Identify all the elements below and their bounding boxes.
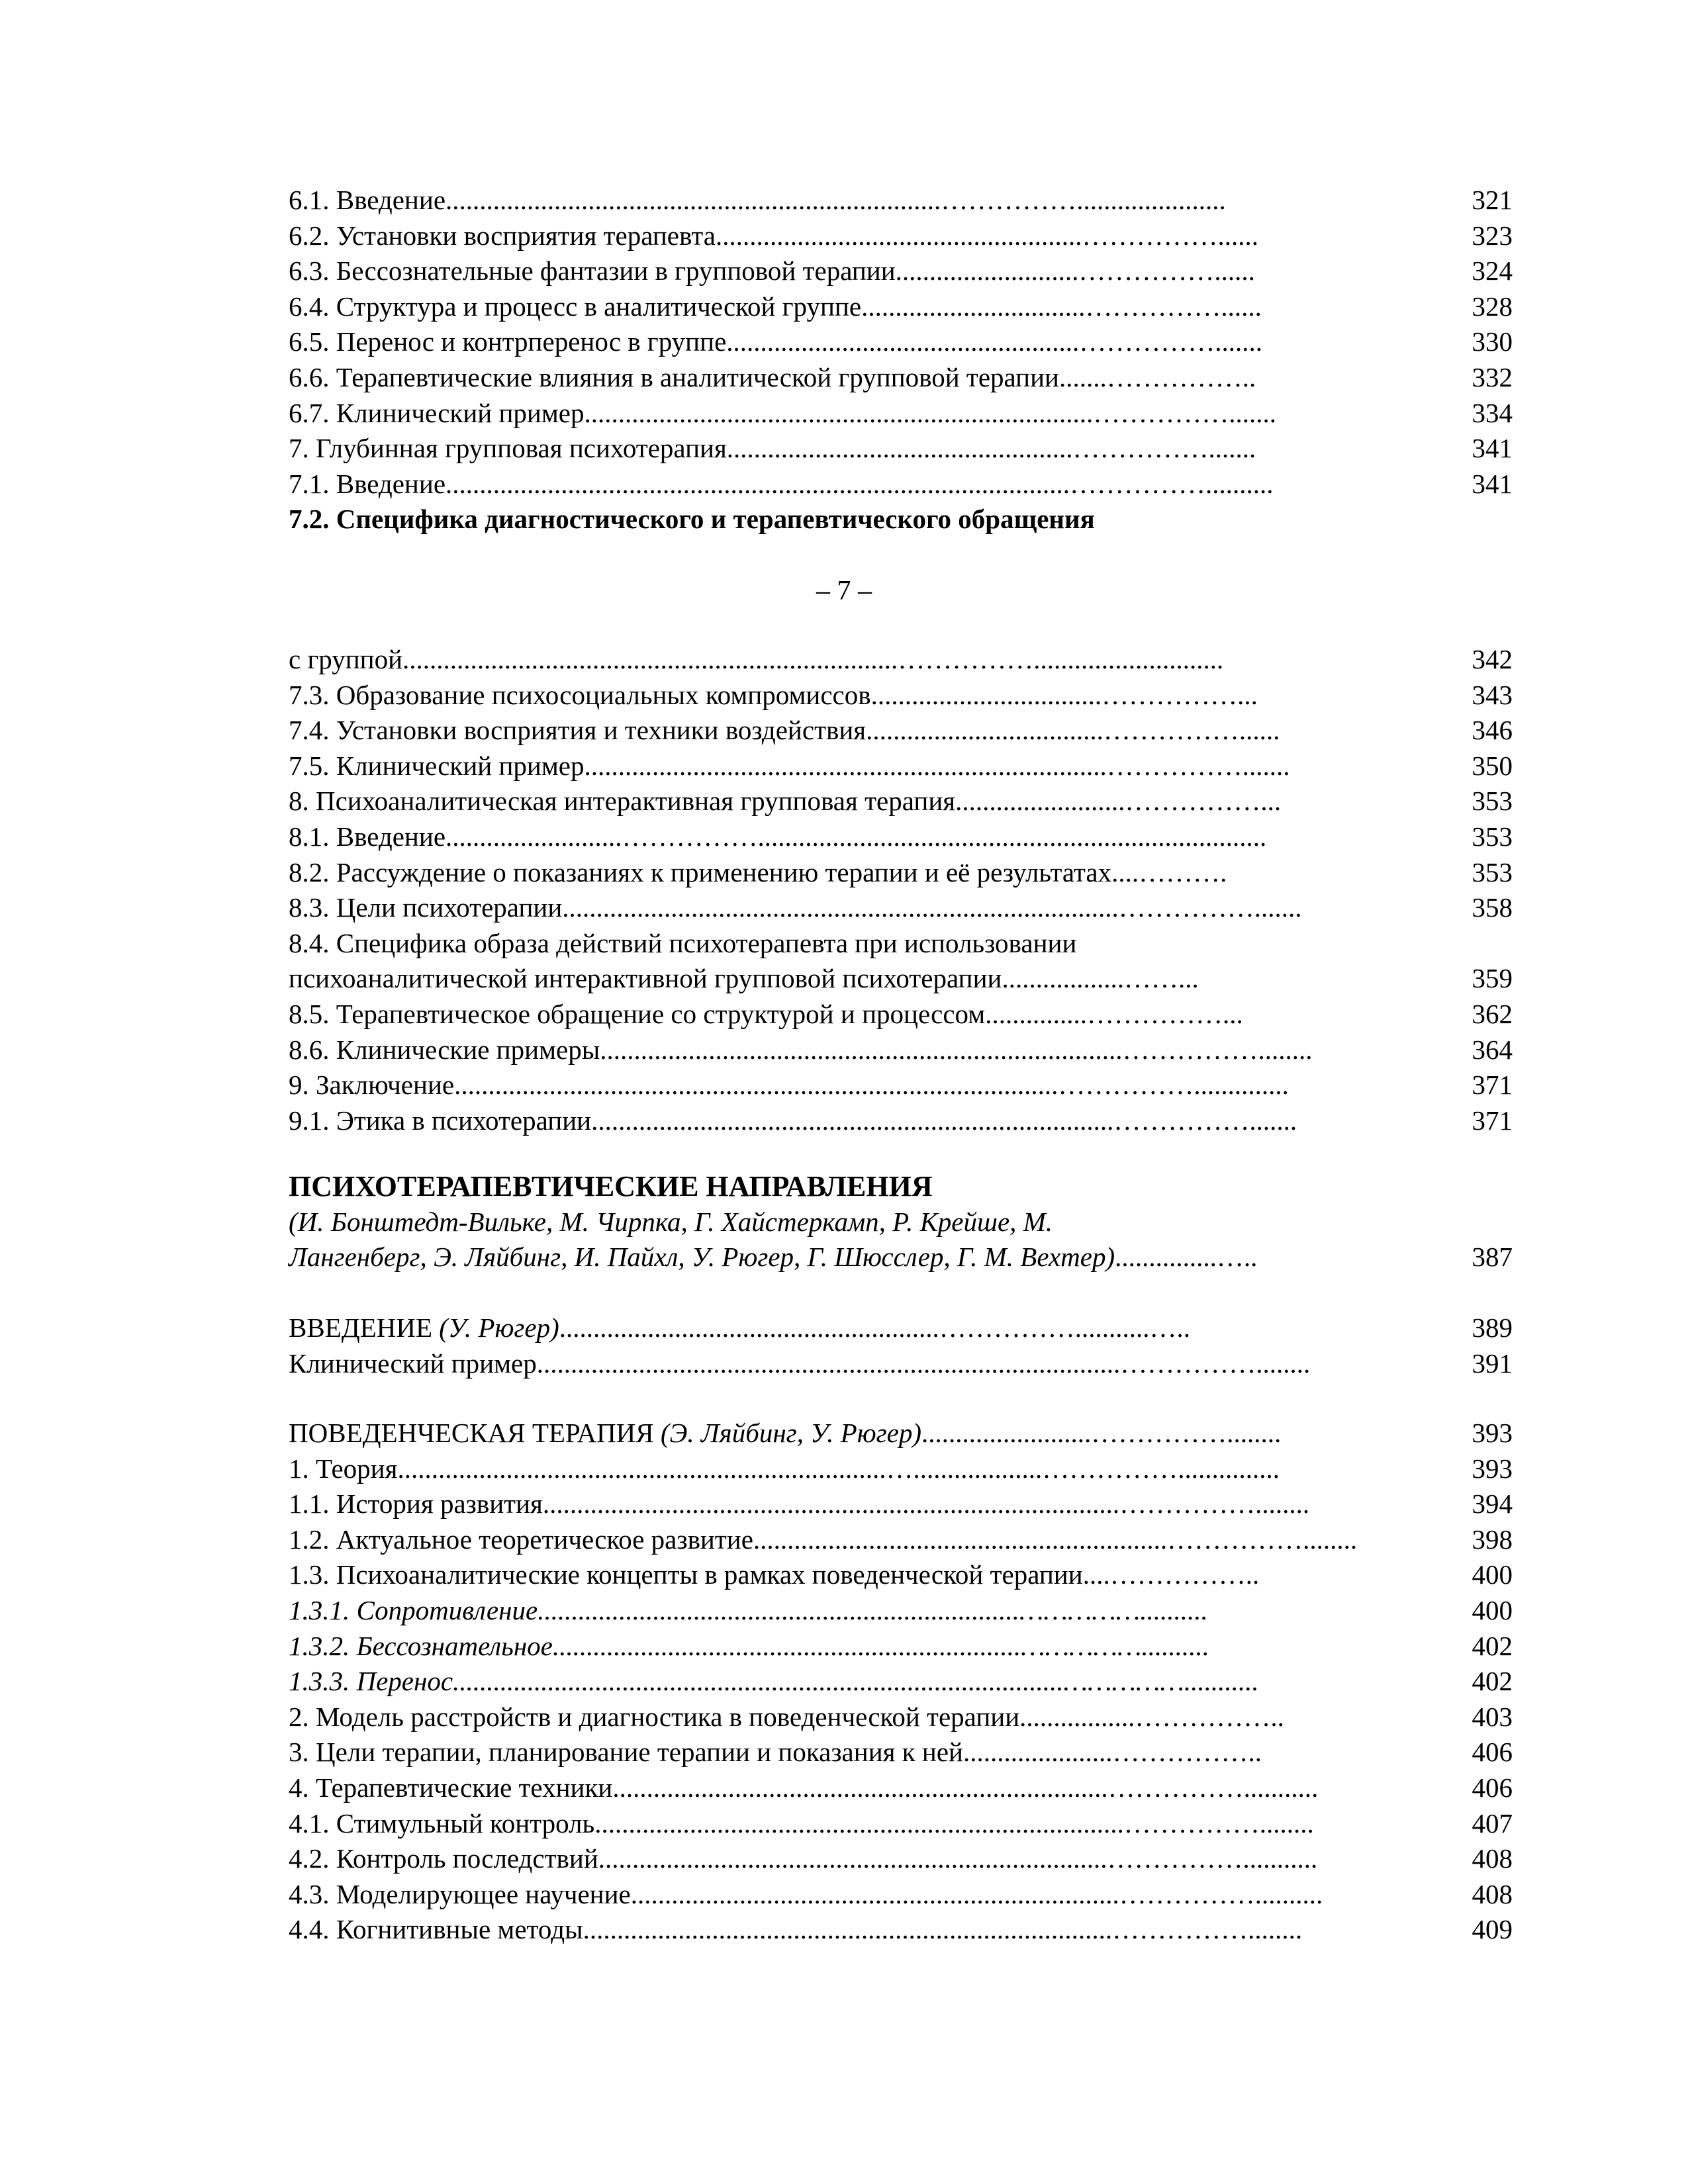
toc-entry[interactable] [289,1629,1513,1664]
toc-entry[interactable] [289,1912,1513,1948]
toc-entry-page: 409 [1472,1914,1513,1945]
toc-entry-page: 358 [1472,892,1513,923]
toc-entry-title: 4.2. Контроль последствий...........................................................................……………........... [289,1843,1318,1874]
toc-entry-page: 393 [1472,1418,1513,1448]
toc-entry-title: 8.2. Рассуждение о показаниях к применению терапии и её результатах....………. [289,856,1227,887]
toc-entry-title: 7. Глубинная групповая психотерапия...................................................……………....... [289,433,1256,464]
toc-entry-title: 3. Цели терапии, планирование терапии и показания к ней......................…………….. [289,1737,1262,1768]
toc-entry-page: 371 [1472,1069,1513,1101]
toc-entry[interactable] [289,360,1513,396]
intro-block [289,1310,1513,1381]
toc-entry-title: 4.4. Когнитивные методы..............................................................................……………........ [289,1914,1303,1945]
toc-entry-page: 398 [1472,1524,1513,1555]
toc-entry-dots: .........................……………........ [921,1418,1282,1448]
toc-entry-title: 1.2. Актуальное теоретическое развитие.............................................................……………........ [289,1524,1358,1555]
toc-entry[interactable] [289,713,1513,749]
toc-entry-title: 6.4. Структура и процесс в аналитической группе.................................……………...... [289,291,1262,322]
toc-entry-dots: ........................................................……………...........….. [559,1312,1190,1343]
toc-entry[interactable] [289,1806,1513,1842]
toc-entry-title: 8.6. Клинические примеры.............................................................................……………........ [289,1034,1313,1065]
toc-entry-title: 6.2. Установки восприятия терапевта......................................................……………...... [289,220,1258,251]
toc-entry-title: 1.3.1. Сопротивление.......................................................................…………….......... [289,1594,1208,1625]
toc-entry-title: 4. Терапевтические техники.........................................................................……………........... [289,1772,1319,1803]
toc-entry[interactable] [289,324,1513,360]
toc-entry-title: 4.3. Моделирующее научение........................................................................…………….......... [289,1878,1323,1909]
toc-entry[interactable] [289,502,1513,537]
toc-entry-title: 7.5. Клинический пример.............................................................................……………....... [289,750,1290,781]
toc-entry-title: 7.3. Образование психосоциальных компромиссов..................................……………... [289,679,1258,710]
toc-entry-page: 353 [1472,856,1513,887]
section-authors-text: (И. Бонштедт-Вильке, М. Чирпка, Г. Хайстеркамп, Р. Крейше, М. [289,1206,1053,1237]
toc-entry[interactable] [289,1735,1513,1770]
toc-entry-page: 323 [1472,220,1513,251]
toc-entry-authors: (Э. Ляйбинг, У. Рюгер) [660,1418,921,1448]
toc-entry[interactable] [289,926,1513,962]
toc-entry[interactable] [289,1310,1513,1346]
toc-entry[interactable] [289,961,1513,997]
toc-entry[interactable] [289,1700,1513,1735]
section-block [289,1169,1513,1275]
toc-entry[interactable] [289,1451,1513,1487]
toc-entry[interactable] [289,784,1513,819]
toc-entry-title: 2. Модель расстройств и диагностика в поведенческой терапии.................…………….. [289,1701,1284,1732]
toc-entry-title: психоаналитической интерактивной групповой психотерапии..................……... [289,963,1199,994]
section-authors-line-1 [289,1205,1513,1240]
toc-entry-title: 7.4. Установки восприятия и техники воздействия...................................……………...... [289,715,1280,746]
section-authors-line-2[interactable] [289,1240,1513,1275]
toc-entry[interactable] [289,749,1513,784]
toc-entry-title: 1.3. Психоаналитические концепты в рамках поведенческой терапии....…………….. [289,1559,1260,1590]
toc-entry-title: 8.5. Терапевтическое обращение со структурой и процессом...............……………... [289,998,1243,1029]
toc-entry-title [289,1310,1190,1346]
toc-entry[interactable] [289,1103,1513,1139]
toc-entry[interactable] [289,855,1513,891]
toc-entry-title: 9. Заключение.........................................................................................…………….............. [289,1069,1289,1101]
toc-entry-page: 402 [1472,1666,1513,1697]
toc-entry-page: 408 [1472,1843,1513,1874]
toc-entry[interactable] [289,289,1513,325]
section-authors-text [289,1240,1257,1275]
toc-entry-title [289,1416,1281,1451]
toc-entry[interactable] [289,431,1513,467]
toc-entry-page: 371 [1472,1105,1513,1136]
toc-entry-page: 362 [1472,998,1513,1029]
toc-entry[interactable] [289,1032,1513,1068]
toc-entry-title: 6.1. Введение.........................................................................……………...................... [289,185,1226,215]
toc-entry-page: 343 [1472,679,1513,710]
toc-entry[interactable] [289,467,1513,502]
toc-entry[interactable] [289,218,1513,254]
toc-entry-page: 359 [1472,963,1513,994]
toc-entry[interactable] [289,1770,1513,1806]
toc-entry[interactable] [289,642,1513,678]
toc-entry-page: 400 [1472,1559,1513,1590]
section-authors-names: Лангенберг, Э. Ляйбинг, И. Пайхл, У. Рюгер, Г. Шюсслер, Г. М. Вехтер) [289,1242,1115,1273]
toc-entry[interactable] [289,253,1513,289]
toc-entry-title: 1. Теория........................................................................…...................……………............... [289,1453,1280,1484]
toc-entry[interactable] [289,1416,1513,1451]
toc-entry-page: 389 [1472,1312,1513,1343]
toc-entry-title: 8.1. Введение..........................……………........................................................................... [289,821,1267,852]
toc-entry-title: 6.3. Бессознательные фантазии в групповой терапии...........................……………...... [289,255,1255,287]
toc-entry-title: 6.7. Клинический пример...........................................................................……………....... [289,397,1276,428]
toc-entry[interactable] [289,1841,1513,1877]
toc-entry-prefix: ПОВЕДЕНЧЕСКАЯ ТЕРАПИЯ [289,1418,661,1448]
section-title-text: ПСИХОТЕРАПЕВТИЧЕСКИЕ НАПРАВЛЕНИЯ [289,1170,933,1203]
toc-entry-page: 387 [1472,1242,1513,1273]
toc-entry[interactable] [289,890,1513,926]
page-number: – 7 – [816,576,872,606]
toc-block-2 [289,642,1513,1138]
toc-entry-page: 400 [1472,1594,1513,1625]
toc-entry[interactable] [289,396,1513,432]
toc-entry[interactable] [289,1557,1513,1593]
toc-entry-page: 406 [1472,1737,1513,1768]
toc-entry-page: 350 [1472,750,1513,781]
toc-entry-page: 342 [1472,644,1513,674]
toc-entry-page: 393 [1472,1453,1513,1484]
toc-entry-page: 353 [1472,786,1513,817]
toc-block-1 [289,183,1513,537]
toc-entry-authors: (У. Рюгер) [439,1312,559,1343]
toc-entry[interactable] [289,678,1513,713]
toc-entry-title: с группой.........................................................................……………............................ [289,644,1224,674]
toc-entry[interactable] [289,1877,1513,1913]
toc-entry-title: 7.2. Специфика диагностического и терапевтического обращения [289,504,1095,535]
toc-entry-page: 391 [1472,1347,1513,1379]
toc-entry-page: 321 [1472,185,1513,215]
toc-entry-page: 394 [1472,1488,1513,1520]
toc-entry-page: 341 [1472,468,1513,499]
toc-entry-title: 7.1. Введение............................................................................................…………….......... [289,468,1274,499]
toc-entry-title: 1.3.3. Перенос..........................................................................................……………........... [289,1666,1259,1697]
toc-entry[interactable] [289,1522,1513,1558]
toc-entry-page: 408 [1472,1878,1513,1909]
toc-entry-title: 8.3. Цели психотерапии..................................................................................……………....... [289,892,1302,923]
toc-entry-page: 406 [1472,1772,1513,1803]
toc-entry-title: 8.4. Специфика образа действий психотерапевта при использовании [289,927,1077,958]
toc-entry[interactable] [289,183,1513,218]
toc-entry-page: 332 [1472,361,1513,392]
toc-entry-title: 1.1. История развития.....................................................................................……………........ [289,1488,1310,1520]
toc-entry[interactable] [289,997,1513,1032]
toc-entry[interactable] [289,1593,1513,1629]
toc-entry[interactable] [289,1486,1513,1522]
toc-entry[interactable] [289,1068,1513,1103]
toc-entry-page: 341 [1472,433,1513,464]
section-authors-dots: ...............….. [1115,1242,1258,1273]
toc-entry-page: 330 [1472,326,1513,357]
toc-entry-title: 1.3.2. Бессознательное.....................................................................…………….......... [289,1630,1209,1661]
toc-entry-page: 334 [1472,397,1513,428]
toc-entry-page: 402 [1472,1630,1513,1661]
toc-entry-title: 9.1. Этика в психотерапии.............................................................................……………....... [289,1105,1297,1136]
toc-block-3 [289,1451,1513,1948]
toc-entry-prefix: ВВЕДЕНИЕ [289,1312,440,1343]
toc-entry-page: 407 [1472,1807,1513,1839]
toc-entry-page: 328 [1472,291,1513,322]
toc-entry-page: 403 [1472,1701,1513,1732]
toc-entry-page: 364 [1472,1034,1513,1065]
toc-entry-title: 6.5. Перенос и контрперенос в группе....................................................……………....... [289,326,1263,357]
toc-entry[interactable] [289,1346,1513,1382]
toc-entry[interactable] [289,819,1513,855]
toc-entry-page: 346 [1472,715,1513,746]
section-title[interactable] [289,1169,1513,1205]
behavior-heading-block [289,1416,1513,1451]
toc-entry[interactable] [289,1664,1513,1700]
toc-entry-title: 6.6. Терапевтические влияния в аналитической групповой терапии.......…………….. [289,361,1256,392]
toc-entry-title: 8. Психоаналитическая интерактивная групповая терапия.........................……………... [289,786,1282,817]
toc-entry-title: 4.1. Стимульный контроль..............................................................................……………........ [289,1807,1314,1839]
toc-entry-page: 324 [1472,255,1513,287]
toc-entry-page: 353 [1472,821,1513,852]
toc-entry-title: Клинический пример......................................................................................……………........ [289,1347,1311,1379]
